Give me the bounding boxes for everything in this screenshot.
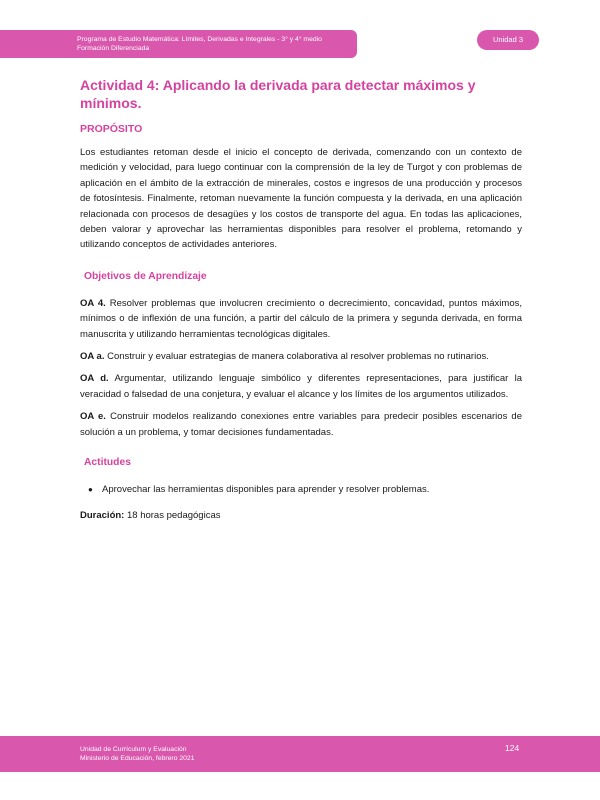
objective-code: OA a. xyxy=(80,351,105,363)
purpose-heading: PROPÓSITO xyxy=(80,123,143,135)
objective-item xyxy=(80,409,522,440)
objective-code: OA d. xyxy=(80,373,109,385)
objective-text: Construir modelos realizando conexiones entre variables para predecir posibles escenarios de solución a un problema, y tomar decisiones fundamentadas. xyxy=(80,411,523,438)
attitudes-heading: Actitudes xyxy=(84,457,131,469)
objective-code: OA e. xyxy=(80,411,106,423)
activity-title: Actividad 4: Aplicando la derivada para detectar máximos y mínimos. xyxy=(80,77,476,111)
objectives-heading: Objetivos de Aprendizaje xyxy=(84,270,207,282)
attitude-text: Aprovechar las herramientas disponibles para aprender y resolver problemas. xyxy=(102,484,430,496)
duration xyxy=(80,508,522,523)
objective-text: Construir y evaluar estrategias de manera colaborativa al resolver problemas no rutinarios. xyxy=(107,351,489,363)
attitudes-list xyxy=(80,482,522,497)
duration-label: Duración: xyxy=(80,509,125,521)
unit-badge: Unidad 3 xyxy=(477,30,539,50)
header-text xyxy=(77,35,322,53)
objectives-list xyxy=(80,296,522,440)
attitude-item xyxy=(88,482,522,497)
footer-ministry: Ministerio de Educación, febrero 2021 xyxy=(80,755,195,762)
objective-text: Argumentar, utilizando lenguaje simbólico y diferentes representaciones, para justificar la veracidad o falsedad de una conjetura, y evaluar el alcance y los límites de los argumentos utilizados. xyxy=(80,373,522,400)
objective-item xyxy=(80,296,522,342)
duration-value: 18 horas pedagógicas xyxy=(126,509,221,521)
footer-text xyxy=(80,745,194,763)
objective-item xyxy=(80,371,522,402)
purpose-paragraph: Los estudiantes retoman desde el inicio el concepto de derivada, comenzando con un contexto de medición y velocidad, para luego continuar con la comprensión de la ley de Turgot y con problemas de aplicación en el ámbito de la extracción de minerales, costos e ingresos de una producción y procesos de fotosíntesis. Finalmente, retoman nuevamente la función compuesta y la derivada, en una aplicación relacionada con procesos de desagües y los costos de transporte del agua. En todas las aplicaciones, deben valorar y aprovechar las herramientas disponibles para resolver el problema, retomando y utilizando conceptos de actividades anteriores. xyxy=(80,147,522,251)
formation-label: Formación Diferenciada xyxy=(77,45,150,52)
page-content xyxy=(80,76,522,523)
program-title: Programa de Estudio Matemática: Límites, Derivadas e Integrales - 3° y 4° medio xyxy=(77,36,322,43)
bullet-icon: ● xyxy=(88,485,93,495)
objective-code: OA 4. xyxy=(80,297,106,309)
footer-unit: Unidad de Currículum y Evaluación xyxy=(80,746,187,753)
page-number: 124 xyxy=(505,743,520,753)
objective-item xyxy=(80,349,522,364)
objective-text: Resolver problemas que involucren crecimiento o decrecimiento, concavidad, puntos máximos, mínimos o de inflexión de una función, a partir del cálculo de la primera y segunda derivada, en forma manuscrita y utilizando herramientas tecnológicas digitales. xyxy=(80,297,523,340)
